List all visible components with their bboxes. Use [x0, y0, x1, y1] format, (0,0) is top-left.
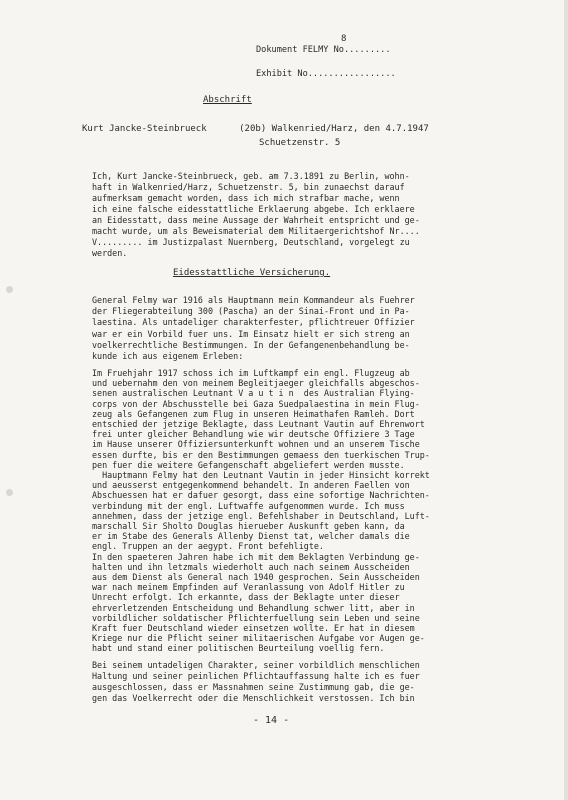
text-line: entschied der jetzige Beklagte, dass Leutnant Vautin auf Ehrenwort	[92, 419, 425, 429]
text-line: der Fliegerabteilung 300 (Pascha) an der Sinai-Front und in Pa-	[92, 306, 410, 317]
document-label: Dokument FELMY No.........	[256, 45, 391, 55]
text-line: Ich, Kurt Jancke-Steinbrueck, geb. am 7.3.1891 zu Berlin, wohn-	[92, 171, 410, 181]
text-line: war nach meinem Empfinden auf Veranlassung von Adolf Hitler zu	[92, 582, 405, 593]
punch-hole	[6, 489, 13, 496]
abschrift-title: Abschrift	[203, 95, 252, 105]
text-line: Abschuessen hat er dafuer gesorgt, dass eine sofortige Nachrichten-	[92, 490, 430, 501]
text-line: marschall Sir Sholto Douglas hierueber Auskunft geben kann, da	[92, 521, 405, 531]
text-line: essen durfte, bis er den Bestimmungen gemaess den tuerkischen Trup-	[92, 449, 430, 460]
text-line: In den spaeteren Jahren habe ich mit dem Beklagten Verbindung ge-	[92, 551, 420, 562]
page-edge	[564, 0, 568, 800]
text-line: senen australischen Leutnant V a u t i n des Australian Flying-	[92, 388, 415, 399]
text-line: gen das Voelkerrecht oder die Menschlichkeit verstossen. Ich bin	[92, 693, 415, 703]
sender-place-date: (20b) Walkenried/Harz, den 4.7.1947	[239, 124, 429, 134]
text-line: corps von der Abschusstelle bei Gaza Suedpalaestina in mein Flug-	[92, 398, 420, 409]
text-line: engl. Truppen an der aegypt. Front befehligte.	[92, 541, 324, 552]
text-line: ausgeschlossen, dass er Massnahmen seine Zustimmung gab, die ge-	[92, 682, 415, 692]
text-line: ehrverletzenden Entscheidung und Behandlung schwer litt, aber in	[92, 602, 415, 613]
exhibit-label: Exhibit No.................	[256, 69, 396, 79]
text-line: voelkerrechtliche Bestimmungen. In der Gefangenenbehandlung be-	[92, 339, 410, 350]
text-line: laestina. Als untadeliger charakterfester, pflichtreuer Offizier	[92, 317, 415, 328]
text-line: Kraft fuer Deutschland wieder einsetzen wollte. Er hat in diesem	[92, 623, 415, 633]
text-line: haft in Walkenried/Harz, Schuetzenstr. 5, bin zunaechst darauf	[92, 182, 405, 192]
text-line: Hauptmann Felmy hat den Leutnant Vautin in jeder Hinsicht korrekt	[92, 470, 430, 480]
text-line: aufmerksam gemacht worden, dass ich mich strafbar mache, wenn	[92, 193, 400, 203]
text-line: V......... im Justizpalast Nuernberg, Deutschland, vorgelegt zu	[92, 237, 410, 247]
text-line: ich eine falsche eidesstattliche Erklaerung abgebe. Ich erklaere	[92, 204, 415, 214]
text-line: werden.	[92, 248, 128, 258]
sender-line	[82, 124, 429, 134]
sender-street: Schuetzenstr. 5	[259, 138, 341, 148]
text-line: halten und ihn letzmals wiederholt auch nach seinem Ausscheiden	[92, 561, 410, 572]
text-line: Unrecht erfolgt. Ich erkannte, dass der Beklagte unter dieser	[92, 592, 400, 603]
text-line: Bei seinem untadeligen Charakter, seiner vorbildlich menschlichen	[92, 660, 420, 670]
affidavit-heading: Eidesstattliche Versicherung.	[173, 268, 331, 278]
document-number: 8	[341, 34, 347, 44]
text-line: verbindung mit der engl. Luftwaffe aufgenommen wurde. Ich muss	[92, 500, 405, 511]
text-line: vorbildlicher soldatischer Pflichterfuellung sein Leben und seine	[92, 612, 420, 623]
text-line: und aeusserst entgegenkommend behandelt. In anderen Faellen von	[92, 480, 410, 491]
sender-name: Kurt Jancke-Steinbrueck	[82, 124, 207, 134]
text-line: er im Stabe des Generals Allenby Dienst tat, welcher damals die	[92, 531, 410, 542]
punch-hole	[6, 286, 13, 293]
text-line: frei unter gleicher Behandlung wie wir deutsche Offiziere 3 Tage	[92, 429, 415, 440]
text-line: General Felmy war 1916 als Hauptmann mein Kommandeur als Fuehrer	[92, 295, 415, 305]
text-line: im Hause unserer Offiziersunterkunft wohnen und an unserem Tische	[92, 439, 420, 450]
text-line: pen fuer die weitere Gefangenschaft abgeliefert werden musste.	[92, 459, 405, 470]
text-line: kunde ich aus eigenem Erleben:	[92, 351, 244, 361]
page-number: - 14 -	[253, 715, 290, 726]
text-line: und uebernahm den von meinem Begleitjaeger gleichfalls abgeschos-	[92, 378, 420, 389]
text-line: Im Fruehjahr 1917 schoss ich im Luftkampf ein engl. Flugzeug ab	[92, 368, 410, 378]
text-line: macht wurde, um als Beweismaterial dem Militaergerichtshof Nr....	[92, 226, 420, 236]
text-line: zeug als Gefangenen zum Flug in unseren Heimathafen Ramleh. Dort	[92, 408, 415, 419]
text-line: Haltung und seiner peinlichen Pflichtauffassung halte ich es fuer	[92, 671, 420, 681]
text-line: an Eidesstatt, dass meine Aussage der Wahrheit entspricht und ge-	[92, 215, 420, 225]
text-line: habt und stand einer politischen Beurteilung voellig fern.	[92, 643, 385, 654]
text-line: Kriege nur die Pflicht seiner militaerischen Aufgabe vor Augen ge-	[92, 633, 425, 644]
text-line: annehmen, dass der jetzige engl. Befehlshaber in Deutschland, Luft-	[92, 510, 430, 521]
text-line: aus dem Dienst als General nach 1940 gesprochen. Sein Ausscheiden	[92, 572, 420, 582]
text-line: war er ein Vorbild fuer uns. Im Einsatz hielt er sich streng an	[92, 328, 410, 339]
